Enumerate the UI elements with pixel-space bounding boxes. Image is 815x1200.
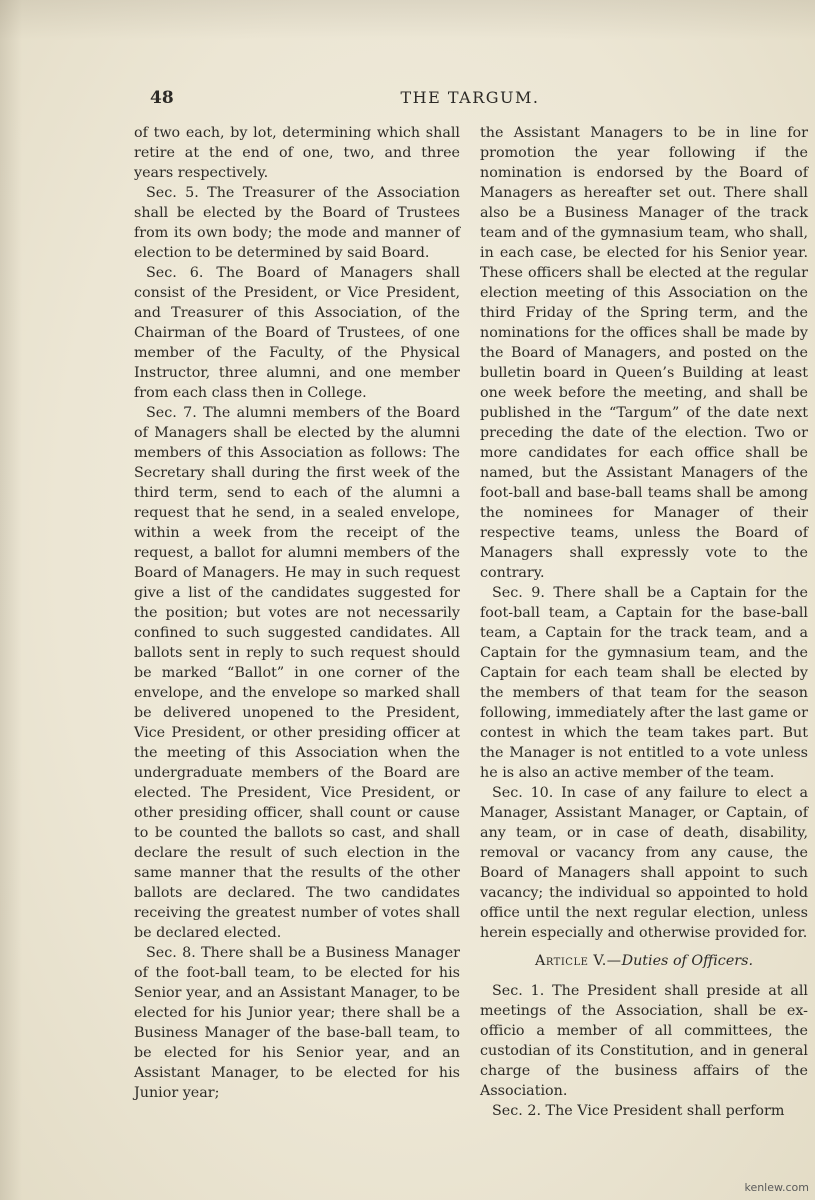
gutter-shadow (0, 0, 22, 1200)
article-title: Duties of Officers. (621, 953, 753, 969)
paragraph-sec-10: Sec. 10. In case of any failure to elect a Manager, Assistant Manager, or Captain, of any team, or in case of death, disability, removal or vacancy from any cause, the Board of Managers shall appoint to such vacancy; the individual so appointed to hold office until the next regular election, unless herein especially and otherwise provided for. (480, 785, 808, 941)
paragraph: of two each, by lot, determining which shall retire at the end of one, two, and three years respectively. (134, 125, 460, 181)
right-column (480, 123, 808, 1121)
page-header (150, 88, 790, 112)
paragraph-sec-9: Sec. 9. There shall be a Captain for the foot-ball team, a Captain for the base-ball team, a Captain for the track team, and a Captain for the gymnasium team, and the Captain for each team shall be elected by the members of that team for the season following, immediately after the last game or contest in which the team takes part. But the Manager is not entitled to a vote unless he is also an active member of the team. (480, 585, 808, 781)
paragraph-sec-7: Sec. 7. The alumni members of the Board of Managers shall be elected by the alumni members of this Association as follows: The Secretary shall during the first week of the third term, send to each of the alumni a request that he send, in a sealed envelope, within a week from the receipt of the request, a ballot for alumni members of the Board of Managers. He may in such request give a list of the candidates suggested for the position; but votes are not necessarily confined to such suggested candidates. All ballots sent in reply to such request should be marked “Ballot” in one corner of the envelope, and the envelope so marked shall be delivered unopened to the President, Vice President, or other presiding officer at the meeting of this Association when the undergraduate members of the Board are elected. The President, Vice President, or other presiding officer, shall count or cause to be counted the ballots so cast, and shall declare the result of such election in the same manner that the results of the other ballots are declared. The two candidates receiving the greatest number of votes shall be declared elected. (134, 405, 460, 941)
article-heading (480, 951, 808, 971)
top-shadow (0, 0, 815, 40)
paragraph-sec-8: Sec. 8. There shall be a Business Manager of the foot-ball team, to be elected for his Senior year, and an Assistant Manager, to be elected for his Junior year; there shall be a Business Manager of the base-ball team, to be elected for his Senior year, and an Assistant Manager, to be elected for his Junior year; (134, 945, 460, 1101)
paragraph: the Assistant Managers to be in line for promotion the year following if the nomination is endorsed by the Board of Managers as hereafter set out. There shall also be a Business Manager of the track team and of the gymnasium team, who shall, in each case, be elected for his Senior year. These officers shall be elected at the regular election meeting of this Association on the third Friday of the Spring term, and the nominations for the offices shall be made by the Board of Managers, and posted on the bulletin board in Queen’s Building at least one week before the meeting, and shall be published in the “Targum” of the date next preceding the date of the election. Two or more candidates for each office shall be named, but the Assistant Managers of the foot-ball and base-ball teams shall be among the nominees for Manager of their respective teams, unless the Board of Managers shall expressly vote to the contrary. (480, 125, 808, 581)
left-column (134, 123, 460, 1103)
paragraph-article5-sec-2: Sec. 2. The Vice President shall perform (492, 1103, 785, 1119)
watermark: kenlew.com (744, 1181, 809, 1194)
paragraph-article5-sec-1: Sec. 1. The President shall preside at all meetings of the Association, shall be ex-officio a member of all committees, the custodian of its Constitution, and in general charge of the business affairs of the Association. (480, 983, 808, 1099)
paragraph-sec-5: Sec. 5. The Treasurer of the Association shall be elected by the Board of Trustees from its own body; the mode and manner of election to be determined by said Board. (134, 185, 460, 261)
page-number: 48 (150, 88, 174, 108)
running-head: THE TARGUM. (400, 88, 540, 107)
article-label: Article V.— (535, 953, 622, 969)
paragraph-sec-6: Sec. 6. The Board of Managers shall consist of the President, or Vice President, and Treasurer of this Association, of the Chairman of the Board of Trustees, of one member of the Faculty, of the Physical Instructor, three alumni, and one member from each class then in College. (134, 265, 460, 401)
